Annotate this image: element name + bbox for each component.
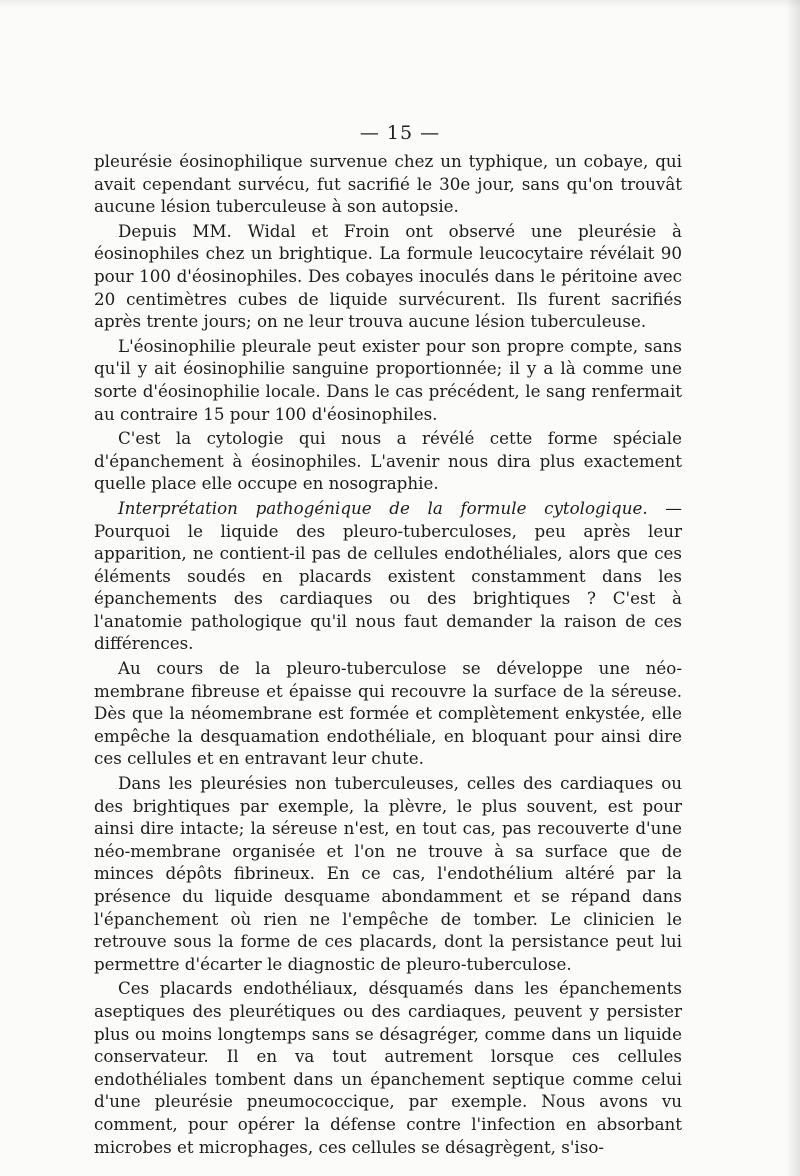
section-heading-italic: Interprétation pathogénique de la formule cytologique. [118, 497, 648, 518]
paragraph-4: C'est la cytologie qui nous a révélé cette forme spéciale d'épanchement à éosinophiles. L'avenir nous dira plus exactement quelle place elle occupe en nosographie. [94, 428, 682, 494]
paragraph-6: Au cours de la pleuro-tuberculose se développe une néo-membrane fibreuse et épaisse qui recouvre la surface de la séreuse. Dès que la néomembrane est formée et complètement enkystée, elle empêche la desquamation endothéliale, en bloquant pour ainsi dire ces cellules et en entravant leur chute. [94, 658, 682, 769]
page-number: — 15 — [359, 122, 441, 144]
paragraph-2: Depuis MM. Widal et Froin ont observé une pleurésie à éosinophiles chez un brightique. La formule leucocytaire révélait 90 pour 100 d'éosinophiles. Des cobayes inoculés dans le péritoine avec 20 centimètres cubes de liquide survécurent. Ils furent sacrifiés après trente jours; on ne leur trouva aucune lésion tuberculeuse. [94, 220, 682, 332]
paragraph-5-text: — Pourquoi le liquide des pleuro-tuberculoses, peu après leur apparition, ne contient-il pas de cellules endothéliales, alors que ces éléments soudés en placards existent constamment dans les épanchements des cardiaques ou des brightiques ? C'est à l'anatomie pathologique qu'il nous faut demander la raison de ces différences. [94, 497, 682, 654]
page-top-shadow [0, 0, 800, 8]
paragraph-5 [94, 497, 682, 655]
paragraph-7: Dans les pleurésies non tuberculeuses, celles des cardiaques ou des brightiques par exemple, la plèvre, le plus souvent, est pour ainsi dire intacte; la séreuse n'est, en tout cas, pas recouverte d'une néo-membrane organisée et l'on ne trouve à sa surface que de minces dépôts fibrineux. En ce cas, l'endothélium altéré par la présence du liquide desquame abondamment et se répand dans l'épanchement où rien ne l'empêche de tomber. Le clinicien le retrouve sous la forme de ces placards, dont la persistance peut lui permettre d'écarter le diagnostic de pleuro-tuberculose. [94, 773, 682, 974]
paragraph-8: Ces placards endothéliaux, désquamés dans les épanchements aseptiques des pleurétiques ou des cardiaques, peuvent y persister plus ou moins longtemps sans se désagréger, comme dans un liquide conservateur. Il en va tout autrement lorsque ces cellules endothéliales tombent dans un épanchement septique comme celui d'une pleurésie pneumococcique, par exemple. Nous avons vu comment, pour opérer la défense contre l'infection en absorbant microbes et microphages, ces cellules se désagrègent, s'iso- [94, 978, 682, 1157]
paragraph-1: pleurésie éosinophilique survenue chez un typhique, un cobaye, qui avait cependant survécu, fut sacrifié le 30e jour, sans qu'on trouvât aucune lésion tuberculeuse à son autopsie. [94, 151, 682, 217]
paragraph-3: L'éosinophilie pleurale peut exister pour son propre compte, sans qu'il y ait éosinophilie sanguine proportionnée; il y a là comme une sorte d'éosinophilie locale. Dans le cas précédent, le sang renfermait au contraire 15 pour 100 d'éosinophiles. [94, 335, 682, 424]
page-edge-shadow [786, 0, 800, 1176]
body-text [94, 150, 682, 1158]
